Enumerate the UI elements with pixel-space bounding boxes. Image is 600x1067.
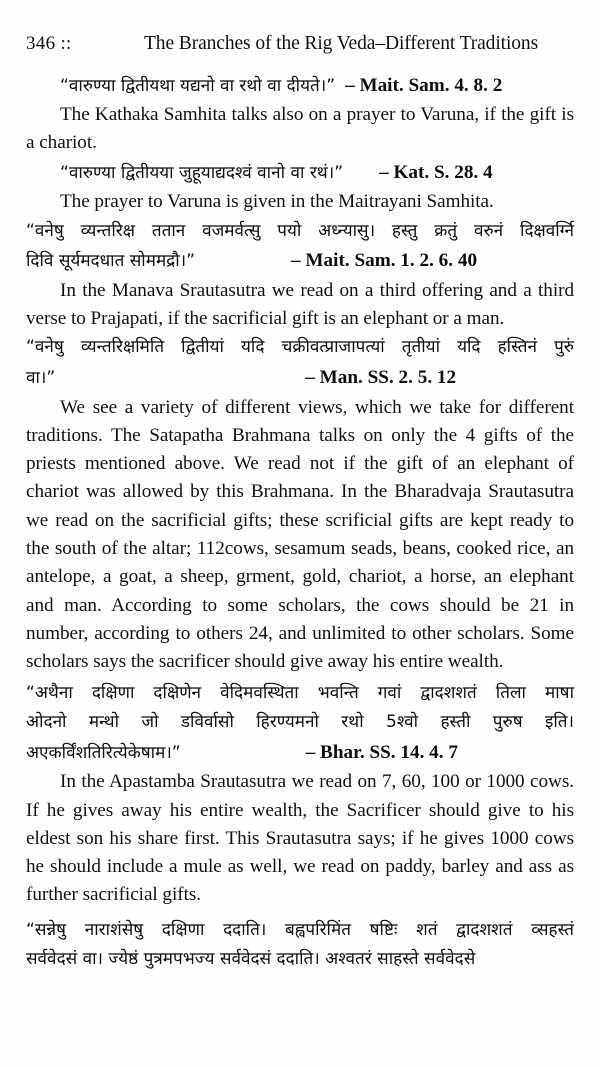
verse-line (26, 679, 574, 709)
verse-text: सर्ववेदसं वा। ज्येष्ठं पुत्रमपभज्य सर्ववेदसं ददाति। अश्वतरं साहस्ते सर्ववेदसे (26, 949, 476, 970)
sanskrit-verse-4 (26, 333, 574, 393)
verse-text: वा।” (26, 367, 56, 388)
verse-line (26, 333, 574, 363)
sanskrit-verse-2 (26, 158, 574, 189)
paragraph-3: In the Manava Srautasutra we read on a third offering and a third verse to Prajapati, if the sacrificial gift is an elephant or a man. (26, 279, 574, 330)
sanskrit-verse-5 (26, 679, 574, 769)
verse-line (26, 708, 574, 738)
sanskrit-verse-3 (26, 217, 574, 277)
verse-line (26, 738, 574, 769)
verse-citation: – Man. SS. 2. 5. 12 (305, 366, 457, 388)
running-head (26, 34, 574, 54)
sanskrit-verse-6 (26, 916, 574, 975)
verse-line (26, 217, 574, 247)
page-text-block (26, 34, 574, 975)
verse-line (26, 158, 574, 189)
paragraph-4: We see a variety of different views, which we take for different traditions. The Satapatha Brahmana talks on only the 4 gifts of the priests mentioned above. We read not if the gift of an elephant of chariot was allowed by this Brahmana. In the Bharadvaja Srautasutra we read on the sacrificial gifts; these scrificial gifts are kept ready to the south of the altar; 112cows, sesamum seads, beans, cooked rice, an antelope, a goat, a sheep, grment, gold, chariot, a horse, an elephant and man. According to some scholars, the cows should be 21 in number, according to others 24, and unlimited to other scholars. Some scholars says the sacrificer should give away his entire wealth. (26, 396, 574, 673)
paragraph-5: In the Apastamba Srautasutra we read on 7, 60, 100 or 1000 cows. If he gives away his entire wealth, the Sacrificer should give to his eldest son his share first. This Srautasutra says; if he gives 1000 cows he should include a mule as well, we read on paddy, barley and ass as further sacrificial gifts. (26, 771, 574, 906)
verse-line (26, 916, 574, 946)
verse-text: “वनेषु व्यन्तरिक्षमिति द्वितीयां यदि चक्रीवत्प्राजापत्यां तृतीयां यदि हस्तिनं पुरुं (26, 337, 574, 358)
verse-line (26, 363, 574, 394)
verse-text: “सन्नेषु नाराशंसेषु दक्षिणा ददाति। बह्वपरिमिंत षष्टिः शतं द्वादशशतं व्सहस्तं (26, 919, 574, 940)
running-title: The Branches of the Rig Veda–Different Traditions (144, 33, 539, 54)
verse-text: ओदनो मन्थो जो डविर्वासो हिरण्यमनो रथो 5श्वो हस्ती पुरुष इति। (26, 712, 574, 733)
verse-citation: – Bhar. SS. 14. 4. 7 (305, 741, 458, 763)
verse-line (26, 71, 574, 102)
paragraph-1: The Kathaka Samhita talks also on a prayer to Varuna, if the gift is a chariot. (26, 104, 574, 154)
verse-text: “वारुण्या द्वितीयथा यद्यनो वा रथो वा दीयते।” (60, 75, 336, 96)
sanskrit-verse-1 (26, 71, 574, 102)
verse-citation: – Kat. S. 28. 4 (379, 161, 493, 183)
page-folio-number: 346 :: (26, 33, 72, 54)
verse-text: अएकर्विंशतिरित्येकेषाम।” (26, 742, 181, 763)
paragraph-2: The prayer to Varuna is given in the Maitrayani Samhita. (60, 191, 494, 213)
verse-citation: – Mait. Sam. 1. 2. 6. 40 (291, 250, 478, 272)
verse-text: “अथैना दक्षिणा दक्षिणेन वेदिमवस्थिता भवन्ति गवां द्वादशशतं तिला माषा (26, 682, 574, 703)
verse-line (26, 945, 574, 975)
verse-text: “वनेषु व्यन्तरिक्ष ततान वजमर्वत्सु पयो अध्न्यासु। हस्तु क्रतुं वरुनं दिक्षवर्ग्नि (26, 220, 574, 241)
verse-text: दिवि सूर्यमदधात सोममद्रौ।” (26, 251, 196, 272)
verse-line (26, 246, 574, 277)
verse-text: “वारुण्या द्वितीयया जुहूयाद्यदश्वं वानो वा रथं।” (60, 162, 344, 183)
verse-citation: – Mait. Sam. 4. 8. 2 (345, 74, 503, 96)
